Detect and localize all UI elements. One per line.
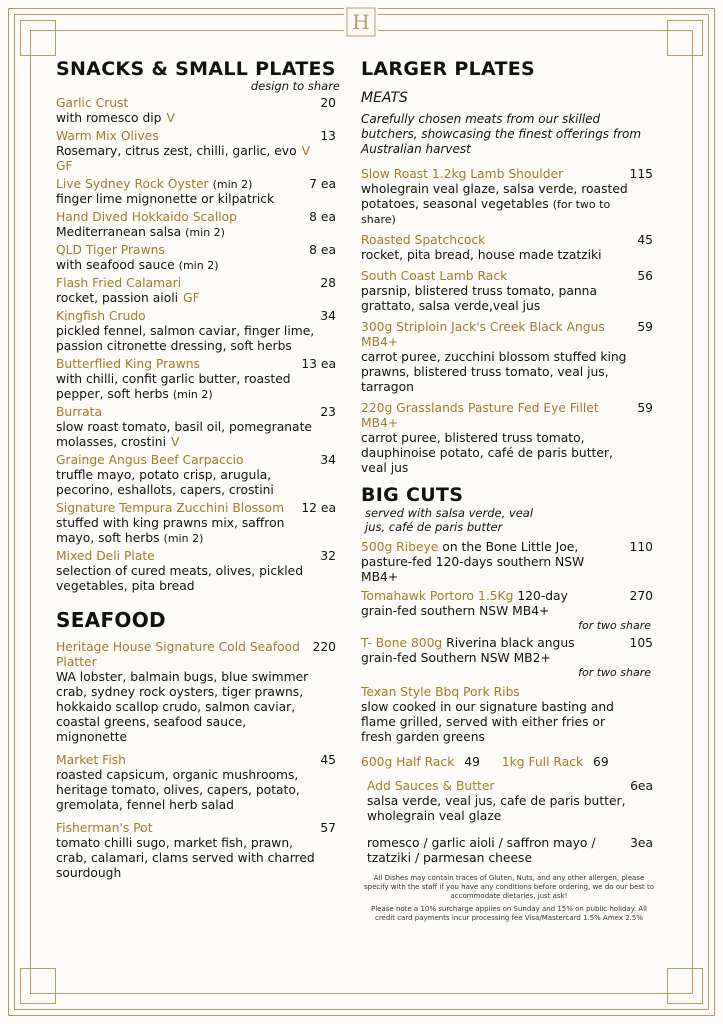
menu-item xyxy=(56,405,340,450)
ribs-full-label: 1kg Full Rack xyxy=(501,755,584,769)
item-name-text: Slow Roast 1.2kg Lamb Shoulder xyxy=(361,167,564,181)
item-name-text: Burrata xyxy=(56,405,103,419)
sauces-desc: salsa verde, veal jus, cafe de paris butter, wholegrain veal glaze xyxy=(367,794,626,823)
item-desc xyxy=(56,291,340,306)
item-price: 57 xyxy=(320,821,336,835)
bigcut-price: 105 xyxy=(629,636,653,650)
item-name xyxy=(56,276,340,291)
menu-item xyxy=(56,129,340,174)
item-name xyxy=(361,233,657,248)
item-name-text: Flash Fried Calamari xyxy=(56,276,182,290)
item-price: 28 xyxy=(320,276,336,290)
logo xyxy=(344,2,378,42)
item-desc-text: rocket, passion aioli xyxy=(56,291,179,305)
item-name-text: Heritage House Signature Cold Seafood Platter xyxy=(56,640,300,669)
bigcut-note: for two share xyxy=(578,666,651,679)
item-price: 23 xyxy=(320,405,336,419)
item-desc-text: stuffed with king prawns mix, saffron mayo, soft herbs xyxy=(56,516,285,545)
bigcut-name: T- Bone 800g xyxy=(361,636,443,650)
item-desc xyxy=(56,192,340,207)
menu-item xyxy=(56,210,340,240)
bigcuts-subtitle: served with salsa verde, veal jus, café de paris butter xyxy=(365,506,534,534)
meats-list xyxy=(361,167,657,476)
menu-item xyxy=(56,96,340,126)
item-desc-text: WA lobster, balmain bugs, blue swimmer crab, sydney rock oysters, tiger prawns, hokkaido scallop crudo, salmon caviar, coastal greens, seafood sauce, mignonette xyxy=(56,670,309,744)
bigcut-item xyxy=(361,589,657,632)
meats-intro: Carefully chosen meats from our skilled butchers, showcasing the finest offerings from Australian harvest xyxy=(361,112,642,156)
item-desc xyxy=(56,564,340,594)
item-desc-text: with seafood sauce xyxy=(56,258,175,272)
ribs-half-label: 600g Half Rack xyxy=(361,755,455,769)
section-title-bigcuts: BIG CUTS xyxy=(361,484,464,506)
item-desc xyxy=(56,836,340,881)
item-diet-tag: V GF xyxy=(56,144,311,173)
item-desc xyxy=(361,182,657,227)
section-title-larger: LARGER PLATES xyxy=(361,58,536,80)
allergen-note: All Dishes may contain traces of Gluten, Nuts, and any other allergen, please specify with the staff if you have any conditions before ordering, we do our best to accommodate dietaries, just ask! xyxy=(364,874,654,900)
ribs-name: Texan Style Bbq Pork Ribs xyxy=(361,685,520,699)
menu-item xyxy=(56,549,340,594)
item-name xyxy=(56,177,340,192)
menu-item xyxy=(56,357,340,402)
bigcut-desc: on the Bone Little Joe, pasture-fed 120-days southern NSW MB4+ xyxy=(361,540,585,584)
item-price: 59 xyxy=(637,320,653,334)
menu-item xyxy=(56,243,340,273)
item-desc xyxy=(56,670,340,745)
item-desc xyxy=(56,111,340,126)
item-name xyxy=(56,453,340,468)
bigcut-text xyxy=(361,540,657,585)
item-name-text: Hand Dived Hokkaido Scallop xyxy=(56,210,237,224)
item-desc xyxy=(361,284,657,314)
item-desc-text: wholegrain veal glaze, salsa verde, roasted potatoes, seasonal vegetables xyxy=(361,182,628,211)
item-price: 34 xyxy=(320,309,336,323)
menu-item xyxy=(56,309,340,354)
item-desc-note: (min 2) xyxy=(185,226,225,239)
ribs-desc: slow cooked in our signature basting and flame grilled, served with either fries or fresh garden greens xyxy=(361,700,614,744)
item-price: 32 xyxy=(320,549,336,563)
item-name-text: Fisherman's Pot xyxy=(56,821,153,835)
item-name xyxy=(56,243,340,258)
right-column xyxy=(361,58,657,923)
item-desc-text: rocket, pita bread, house made tzatziki xyxy=(361,248,602,262)
item-price: 45 xyxy=(320,753,336,767)
item-name xyxy=(56,821,340,836)
item-desc xyxy=(361,431,657,476)
sauces-name: Add Sauces & Butter xyxy=(367,779,495,793)
item-name xyxy=(361,320,657,350)
menu-item xyxy=(56,177,340,207)
item-price: 115 xyxy=(629,167,653,181)
item-name-text: Garlic Crust xyxy=(56,96,129,110)
item-desc-text: Mediterranean salsa xyxy=(56,225,182,239)
item-desc xyxy=(56,768,340,813)
sauces-price2: 3ea xyxy=(630,836,653,850)
item-desc xyxy=(56,420,340,450)
item-price: 8 ea xyxy=(309,210,336,224)
menu-item xyxy=(56,453,340,498)
item-price: 59 xyxy=(637,401,653,415)
item-diet-tag: V xyxy=(170,435,180,449)
item-name xyxy=(56,549,340,564)
item-desc xyxy=(56,225,340,240)
menu-item xyxy=(56,276,340,306)
corner-ornament-br xyxy=(667,968,703,1004)
item-name xyxy=(56,96,340,111)
item-price: 56 xyxy=(637,269,653,283)
bigcut-note: for two share xyxy=(578,619,651,632)
item-name xyxy=(56,501,340,516)
menu-item xyxy=(361,233,657,263)
menu-item xyxy=(361,167,657,227)
item-diet-tag: GF xyxy=(183,291,200,305)
bigcuts-header xyxy=(361,484,657,534)
item-price: 220 xyxy=(312,640,336,654)
section-title-seafood: SEAFOOD xyxy=(56,608,166,632)
item-desc xyxy=(56,372,340,402)
item-desc xyxy=(56,324,340,354)
item-desc-text: with chilli, confit garlic butter, roasted pepper, soft herbs xyxy=(56,372,291,401)
surcharge-note: Please note a 10% surcharge applies on Sunday and 15% on public holiday. All credit card payments incur processing fee Visa/Mastercard 1.5% Amex 2.5% xyxy=(371,905,647,922)
item-desc-note: (for two to share) xyxy=(361,198,611,226)
item-name-text: Butterflied King Prawns xyxy=(56,357,200,371)
item-price: 8 ea xyxy=(309,243,336,257)
item-price: 34 xyxy=(320,453,336,467)
item-name xyxy=(56,210,340,225)
item-desc-text: carrot puree, blistered truss tomato, dauphinoise potato, café de paris butter, veal jus xyxy=(361,431,613,475)
item-name xyxy=(56,640,340,670)
seafood-list xyxy=(56,640,340,881)
item-desc-text: parsnip, blistered truss tomato, panna grattato, salsa verde,veal jus xyxy=(361,284,598,313)
item-name xyxy=(361,269,657,284)
item-desc-text: with romesco dip xyxy=(56,111,162,125)
item-name-text: Live Sydney Rock Oyster xyxy=(56,177,209,191)
item-desc-note: (min 2) xyxy=(163,532,204,545)
item-name xyxy=(56,309,340,324)
bigcut-name: 500g Ribeye xyxy=(361,540,439,554)
item-desc xyxy=(56,144,340,174)
ribs-options xyxy=(361,755,657,769)
bigcut-item xyxy=(361,636,657,679)
item-desc-text: selection of cured meats, olives, pickled vegetables, pita bread xyxy=(56,564,304,593)
corner-ornament-tl xyxy=(20,20,56,56)
item-desc-text: tomato chilli sugo, market fish, prawn, crab, calamari, clams served with charred sourdough xyxy=(56,836,315,880)
section-title-snacks: SNACKS & SMALL PLATES xyxy=(56,58,336,80)
item-name-text: Signature Tempura Zucchini Blossom xyxy=(56,501,285,515)
bigcut-name: Tomahawk Portoro 1.5Kg xyxy=(361,589,514,603)
item-desc xyxy=(56,258,340,273)
item-desc-text: roasted capsicum, organic mushrooms, heritage tomato, olives, capers, potato, gremolata, fennel herb salad xyxy=(56,768,300,812)
snacks-list xyxy=(56,96,340,594)
item-price: 45 xyxy=(637,233,653,247)
item-price: 13 xyxy=(320,129,336,143)
bigcut-text xyxy=(361,636,657,666)
corner-ornament-tr xyxy=(667,20,703,56)
item-name-text: Grainge Angus Beef Carpaccio xyxy=(56,453,244,467)
bigcut-desc: Riverina black angus grain-fed Southern NSW MB2+ xyxy=(361,636,575,665)
bigcut-text xyxy=(361,589,657,619)
menu-item xyxy=(361,401,657,476)
item-desc xyxy=(56,468,340,498)
menu-item xyxy=(56,640,340,745)
bigcut-item xyxy=(361,540,657,585)
item-name-text: Market Fish xyxy=(56,753,126,767)
ribs-item xyxy=(361,685,657,769)
bigcuts-list xyxy=(361,540,657,679)
sauces-price: 6ea xyxy=(630,779,653,793)
item-desc xyxy=(361,350,657,395)
ribs-full-price: 69 xyxy=(593,755,609,769)
item-desc-text: carrot puree, zucchini blossom stuffed king prawns, blistered truss tomato, veal jus, tarragon xyxy=(361,350,627,394)
left-column xyxy=(56,58,340,881)
bigcut-price: 110 xyxy=(629,540,653,554)
item-desc-note: (min 2) xyxy=(172,388,213,401)
bigcut-desc: 120-day grain-fed southern NSW MB4+ xyxy=(361,589,568,618)
item-name-text: 220g Grasslands Pasture Fed Eye Fillet MB4+ xyxy=(361,401,599,430)
menu-item xyxy=(56,753,340,813)
ribs-half-price: 49 xyxy=(464,755,480,769)
item-name-text: Warm Mix Olives xyxy=(56,129,159,143)
item-diet-tag: V xyxy=(166,111,175,125)
item-name-text: Roasted Spatchcock xyxy=(361,233,486,247)
item-name xyxy=(56,753,340,768)
item-name-text: QLD Tiger Prawns xyxy=(56,243,165,257)
sauces-item xyxy=(361,779,657,866)
snacks-subtitle: design to share xyxy=(250,79,340,93)
sauces-desc2: romesco / garlic aioli / saffron mayo / tzatziki / parmesan cheese xyxy=(367,836,596,865)
item-desc-text: slow roast tomato, basil oil, pomegranate molasses, crostini xyxy=(56,420,312,449)
bigcut-price: 270 xyxy=(629,589,653,603)
item-name xyxy=(56,357,340,372)
menu-item xyxy=(361,320,657,395)
item-desc-text: Rosemary, citrus zest, chilli, garlic, evo xyxy=(56,144,297,158)
corner-ornament-bl xyxy=(20,968,56,1004)
item-name-text: 300g Striploin Jack's Creek Black Angus MB4+ xyxy=(361,320,605,349)
item-price: 7 ea xyxy=(309,177,336,191)
item-name-note: (min 2) xyxy=(212,178,253,191)
item-price: 13 ea xyxy=(301,357,336,371)
item-name xyxy=(361,167,657,182)
item-desc-text: pickled fennel, salmon caviar, finger lime, passion citronette dressing, soft herbs xyxy=(56,324,315,353)
item-price: 12 ea xyxy=(301,501,336,515)
item-price: 20 xyxy=(320,96,336,110)
meats-title: MEATS xyxy=(361,90,408,106)
menu-item xyxy=(56,501,340,546)
menu-item xyxy=(361,269,657,314)
item-desc-text: finger lime mignonette or kilpatrick xyxy=(56,192,275,206)
item-name-text: South Coast Lamb Rack xyxy=(361,269,508,283)
item-desc-note: (min 2) xyxy=(178,259,219,272)
item-name xyxy=(56,405,340,420)
item-desc xyxy=(56,516,340,546)
item-name-text: Mixed Deli Plate xyxy=(56,549,155,563)
item-name xyxy=(361,401,657,431)
item-desc-text: truffle mayo, potato crisp, arugula, pecorino, eshallots, capers, crostini xyxy=(56,468,274,497)
item-name xyxy=(56,129,340,144)
item-name-text: Kingfish Crudo xyxy=(56,309,146,323)
logo-text: H xyxy=(352,10,370,34)
item-desc xyxy=(361,248,657,263)
menu-item xyxy=(56,821,340,881)
